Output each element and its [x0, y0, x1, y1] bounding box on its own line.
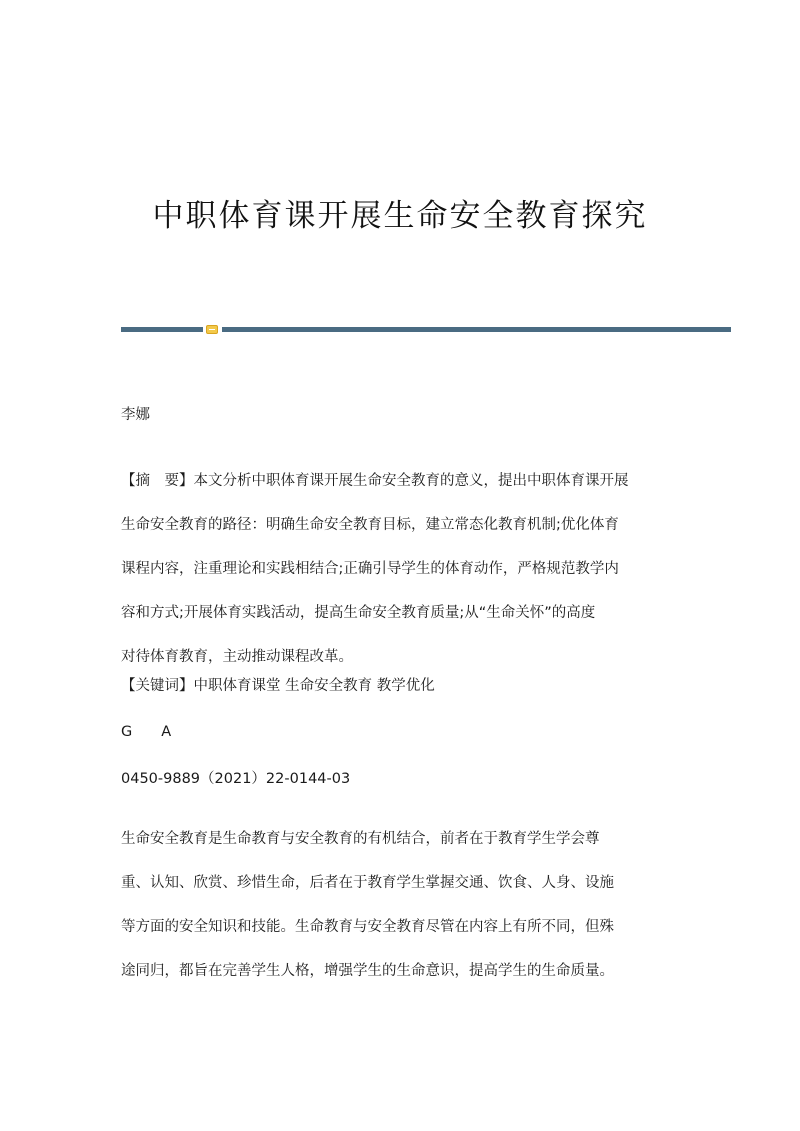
title-divider [121, 325, 731, 333]
body-line: 等方面的安全知识和技能。生命教育与安全教育尽管在内容上有所不同，但殊 [121, 919, 614, 935]
paper-title: 中职体育课开展生命安全教育探究 [152, 198, 648, 234]
body-line: 途同归，都旨在完善学生人格，增强学生的生命意识，提高学生的生命质量。 [121, 963, 614, 979]
body-line: 生命安全教育是生命教育与安全教育的有机结合，前者在于教育学生学会尊 [121, 831, 600, 847]
divider-bar-right [222, 327, 731, 332]
author: 李娜 [121, 407, 150, 423]
body-paragraph [121, 817, 681, 993]
body-line: 重、认知、欣赏、珍惜生命，后者在于教育学生掌握交通、饮食、人身、设施 [121, 875, 614, 891]
article-number: 0450-9889（2021）22-0144-03 [121, 771, 351, 787]
divider-bar-left [121, 327, 203, 332]
abstract-line: 课程内容，注重理论和实践相结合;正确引导学生的体育动作，严格规范教学内 [121, 561, 619, 577]
abstract [121, 459, 681, 679]
abstract-line: 容和方式;开展体育实践活动，提高生命安全教育质量;从“生命关怀”的高度 [121, 605, 596, 621]
envelope-icon [206, 325, 218, 334]
keywords: 【关键词】中职体育课堂 生命安全教育 教学优化 [121, 678, 435, 694]
abstract-line: 生命安全教育的路径：明确生命安全教育目标，建立常态化教育机制;优化体育 [121, 517, 619, 533]
abstract-line: 对待体育教育，主动推动课程改革。 [121, 649, 353, 665]
classification-code: G A [121, 724, 172, 740]
abstract-line: 【摘 要】本文分析中职体育课开展生命安全教育的意义，提出中职体育课开展 [121, 473, 629, 489]
